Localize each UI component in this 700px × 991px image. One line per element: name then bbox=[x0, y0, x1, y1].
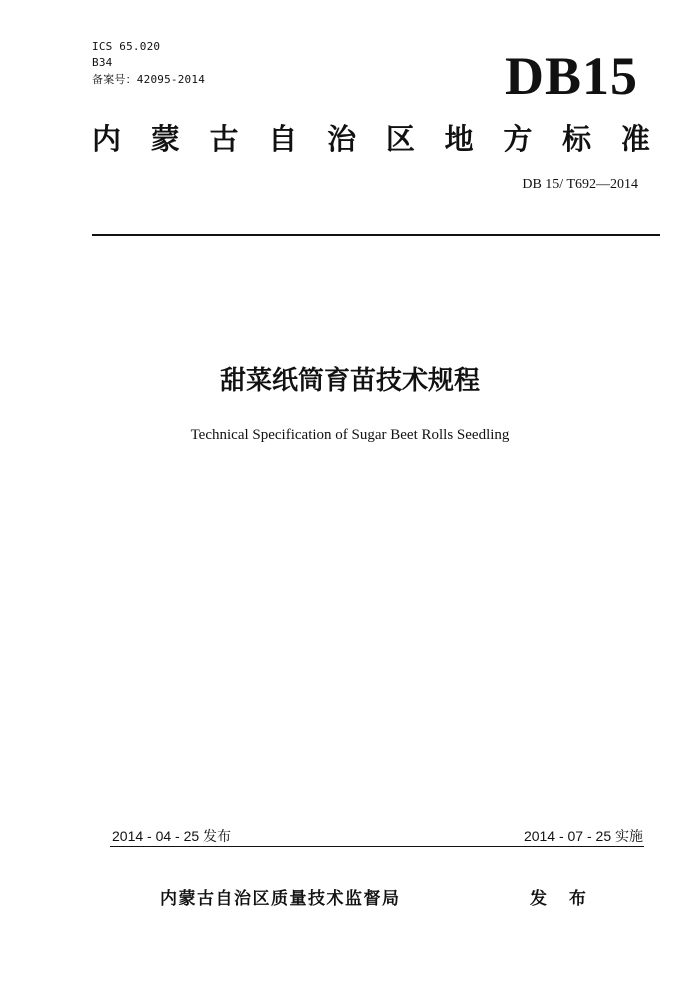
title-char: 古 bbox=[209, 122, 239, 156]
standard-type-title bbox=[92, 122, 650, 156]
header-divider bbox=[92, 234, 660, 236]
filing-number: 备案号：42095-2014 bbox=[92, 73, 206, 86]
ics-code: ICS 65.020 bbox=[92, 40, 161, 53]
title-char: 准 bbox=[620, 122, 650, 156]
title-char: 自 bbox=[268, 122, 298, 156]
date-divider bbox=[110, 846, 644, 847]
standard-number: DB 15/ T692—2014 bbox=[522, 177, 638, 192]
title-char: 内 bbox=[92, 122, 122, 156]
document-title-en: Technical Specification of Sugar Beet Rolls Seedling bbox=[190, 427, 510, 443]
title-char: 地 bbox=[444, 122, 474, 156]
effective-date: 2014 - 07 - 25 实施 bbox=[523, 828, 643, 844]
title-char: 标 bbox=[562, 122, 592, 156]
document-title-cn: 甜菜纸筒育苗技术规程 bbox=[219, 366, 480, 396]
title-char: 治 bbox=[327, 122, 357, 156]
title-char: 蒙 bbox=[150, 122, 180, 156]
standard-code: DB15 bbox=[504, 46, 638, 106]
ccs-code: B34 bbox=[92, 56, 113, 69]
title-char: 区 bbox=[385, 122, 415, 156]
issue-label: 发 布 bbox=[530, 889, 594, 909]
title-char: 方 bbox=[503, 122, 533, 156]
issuing-authority: 内蒙古自治区质量技术监督局 bbox=[160, 889, 401, 909]
issue-date: 2014 - 04 - 25 发布 bbox=[112, 828, 232, 844]
